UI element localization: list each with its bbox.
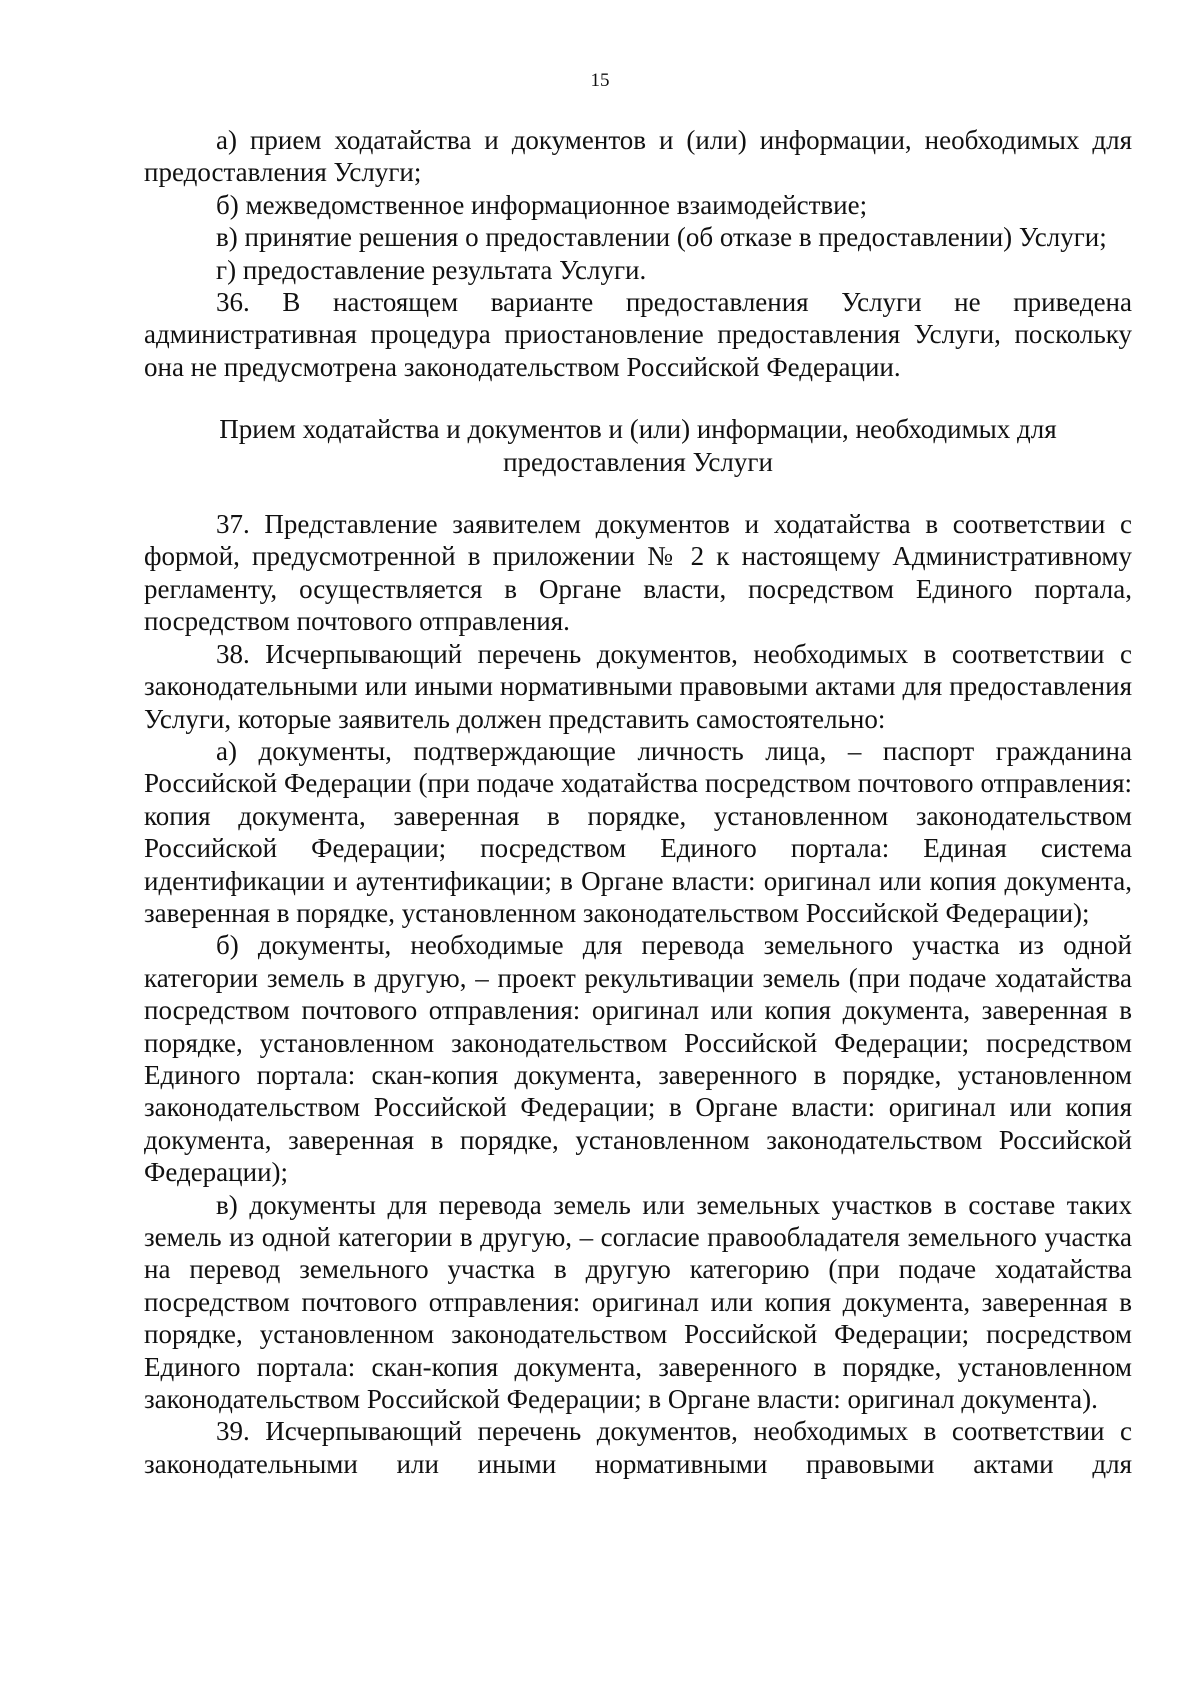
section-heading-line-2: предоставления Услуги [503,446,773,477]
section-heading [144,413,1132,478]
list-item-v: в) принятие решения о предоставлении (об отказе в предоставлении) Услуги; [216,222,1107,253]
list-item-b: б) межведомственное информационное взаимодействие; [216,189,868,220]
document-body [144,124,1132,1480]
list-item-a: а) прием ходатайства и документов и (или) информации, необходимых для предоставления Услуги; [144,125,1132,188]
paragraph-38: 38. Исчерпывающий перечень документов, необходимых в соответствии с законодательными или иными нормативными правовыми актами для предоставления Услуги, которые заявитель должен представить самостоятельно: [144,638,1132,734]
paragraph-37: 37. Представление заявителем документов и ходатайства в соответствии с формой, предусмотренной в приложении № 2 к настоящему Административному регламенту, осуществляется в Органе власти, посредством Единого портала, посредством почтового отправления. [144,509,1132,637]
page-number: 15 [590,70,610,91]
paragraph-38-item-b: б) документы, необходимые для перевода земельного участка из одной категории земель в другую, – проект рекультивации земель (при подаче ходатайства посредством почтового отправления: оригинал или копия документа, заверенная в порядке, установленном законодательством Российской Федерации; посредством Единого портала: скан-копия документа, заверенного в порядке, установленном законодательством Российской Федерации; в Органе власти: оригинал или копия документа, заверенная в порядке, установленном законодательством Российской Федерации); [144,930,1132,1188]
paragraph-39: 39. Исчерпывающий перечень документов, необходимых в соответствии с законодательными или иными нормативными правовыми актами для [144,1416,1132,1479]
list-item-g: г) предоставление результата Услуги. [216,254,647,285]
section-heading-line-1: Прием ходатайства и документов и (или) информации, необходимых для [219,414,1057,445]
paragraph-38-item-a: а) документы, подтверждающие личность лица, – паспорт гражданина Российской Федерации (при подаче ходатайства посредством почтового отправления: копия документа, заверенная в порядке, установленном законодательством Российской Федерации; посредством Единого портала: Единая система идентификации и аутентификации; в Органе власти: оригинал или копия документа, заверенная в порядке, установленном законодательством Российской Федерации); [144,735,1132,928]
paragraph-38-item-v: в) документы для перевода земель или земельных участков в составе таких земель из одной категории в другую, – согласие правообладателя земельного участка на перевод земельного участка в другую категорию (при подаче ходатайства посредством почтового отправления: оригинал или копия документа, заверенная в порядке, установленном законодательством Российской Федерации; посредством Единого портала: скан-копия документа, заверенного в порядке, установленном законодательством Российской Федерации; в Органе власти: оригинал документа). [144,1189,1132,1415]
paragraph-36: 36. В настоящем варианте предоставления Услуги не приведена административная процедура приостановление предоставления Услуги, поскольку она не предусмотрена законодательством Российской Федерации. [144,287,1132,382]
